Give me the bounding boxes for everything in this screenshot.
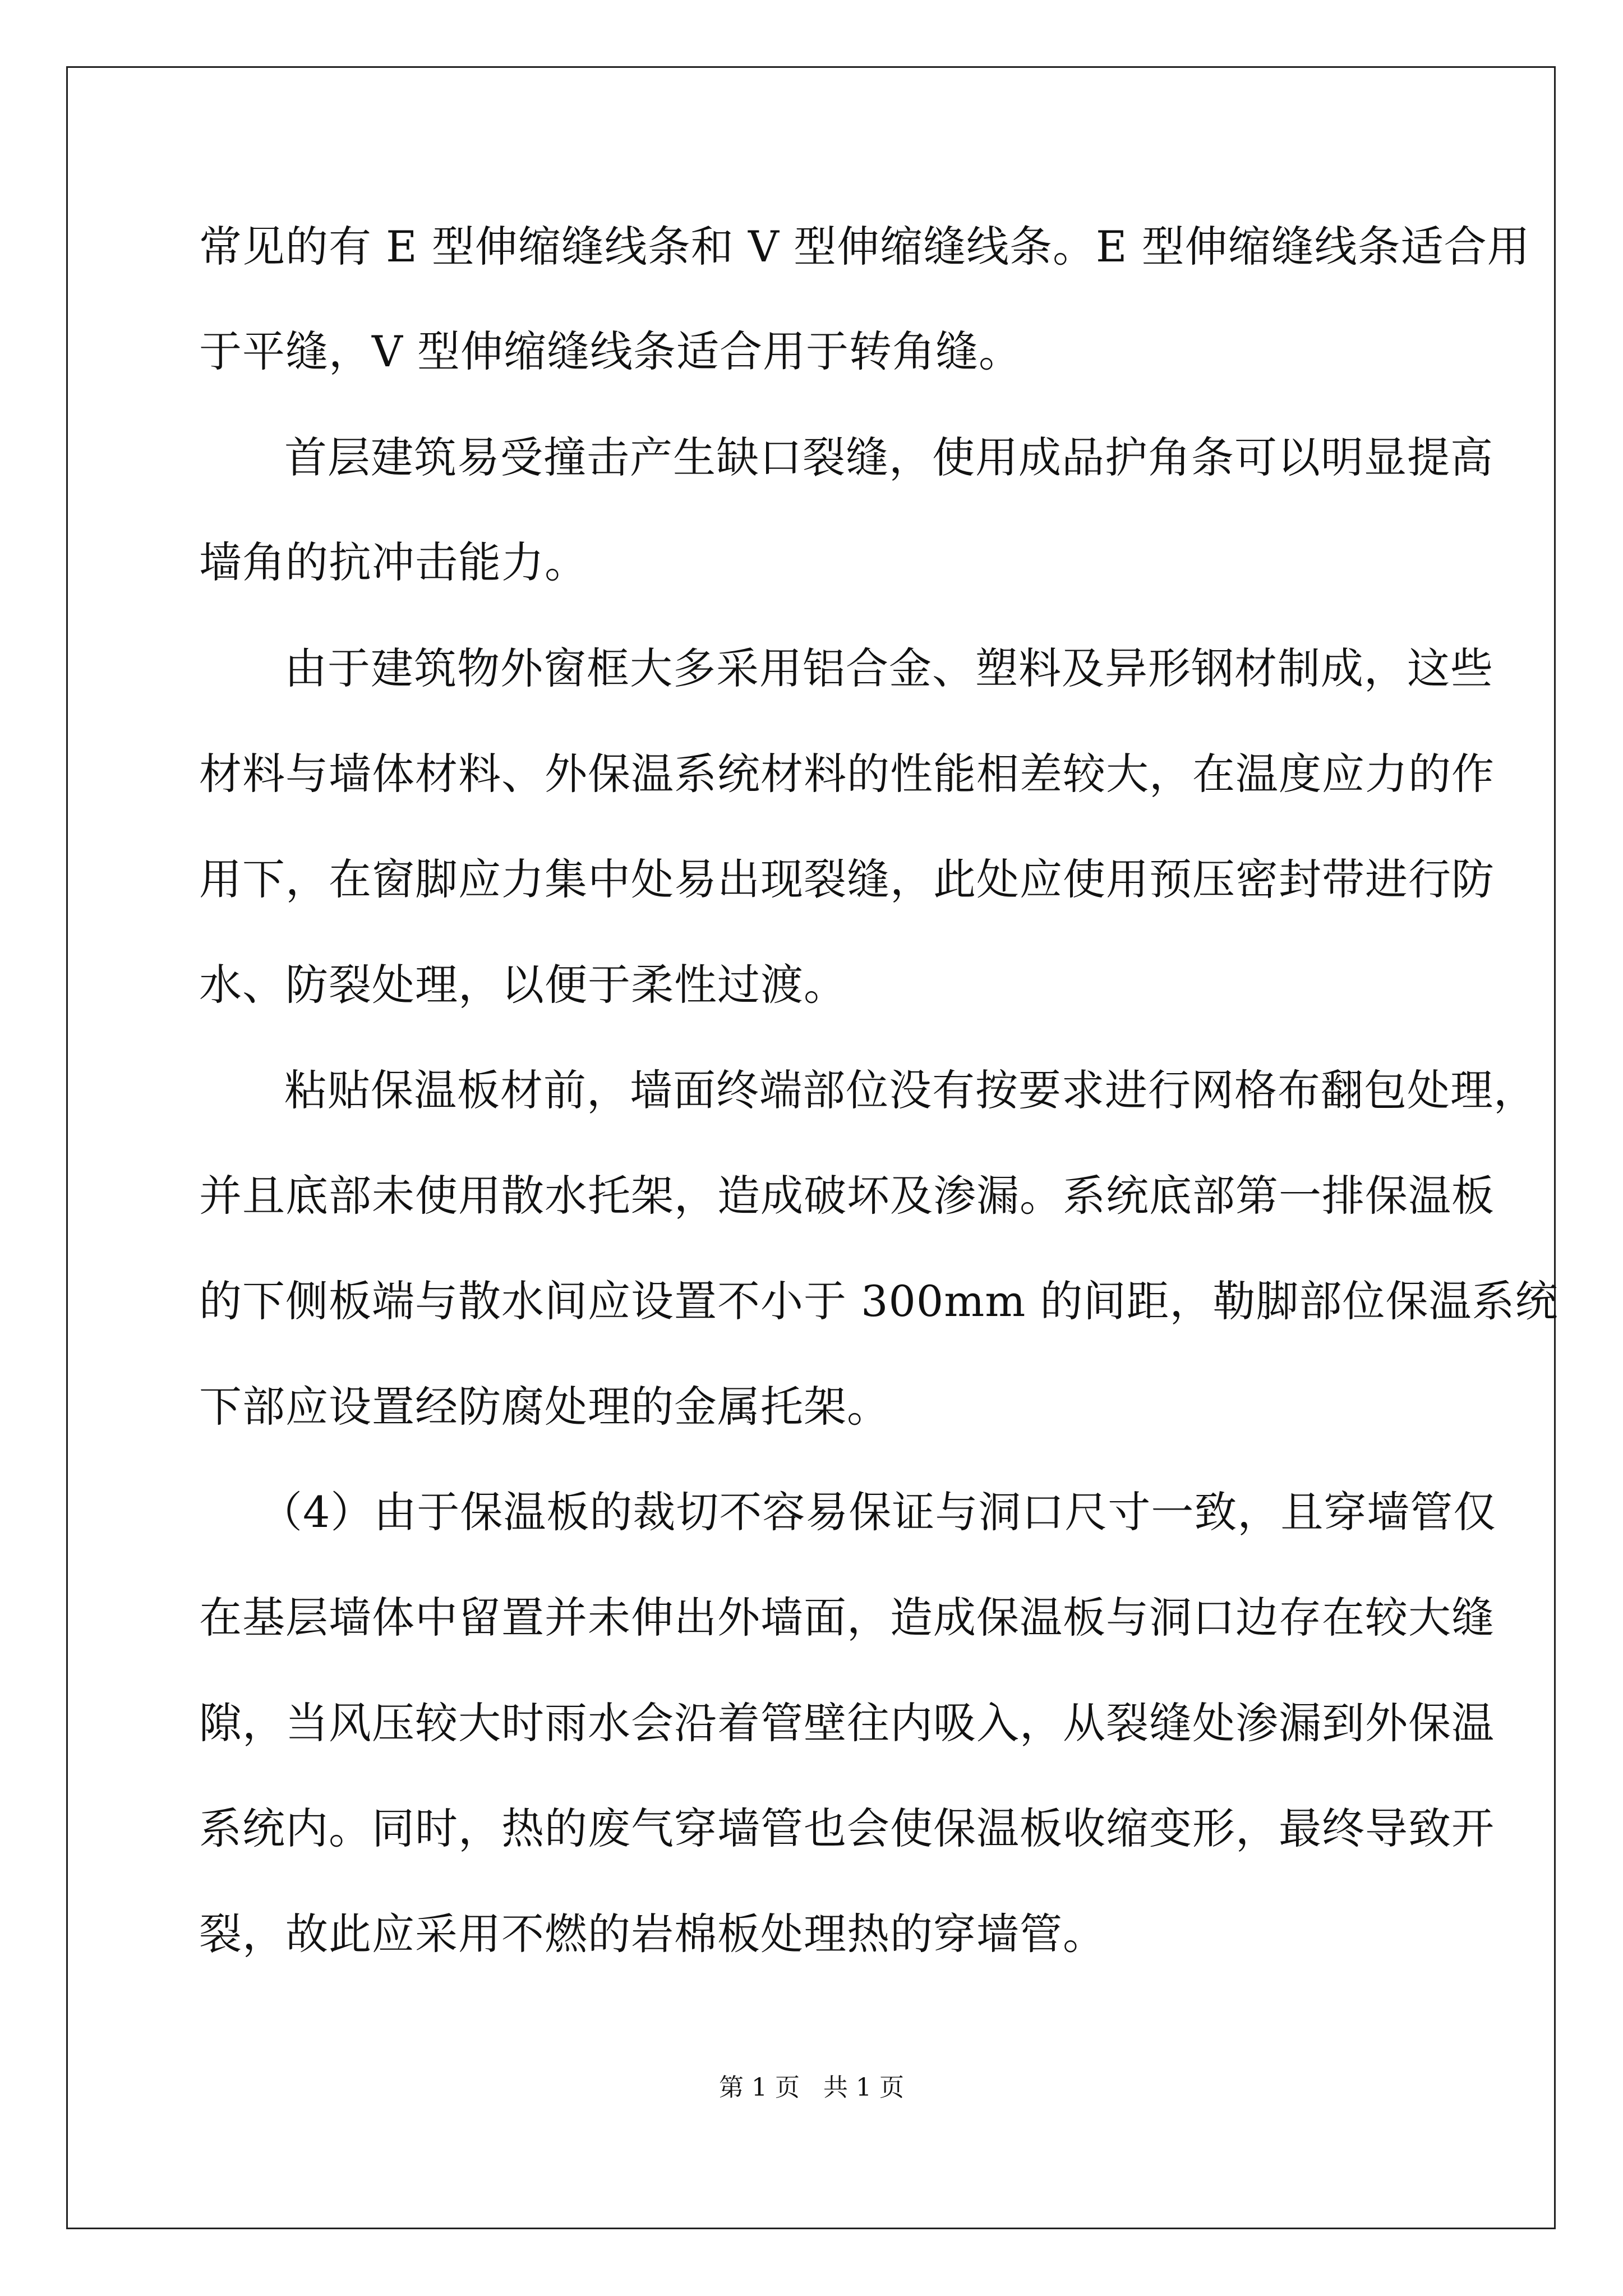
page-frame: [66, 66, 1559, 2229]
text-line: 墙角的抗冲击能力。: [199, 537, 588, 587]
paragraph-first-line: 粘贴保温板材前，墙面终端部位没有按要求进行网格布翻包处理，: [284, 1065, 1537, 1115]
text-line: 的下侧板端与散水间应设置不小于 300mm 的间距，勒脚部位保温系统: [199, 1276, 1559, 1326]
text-line: 在基层墙体中留置并未伸出外墙面，造成保温板与洞口边存在较大缝: [199, 1593, 1495, 1642]
text-line: 系统内。同时，热的废气穿墙管也会使保温板收缩变形，最终导致开: [199, 1803, 1495, 1853]
paragraph-first-line: （4）由于保温板的裁切不容易保证与洞口尺寸一致，且穿墙管仅: [260, 1487, 1497, 1537]
paragraph-first-line: 由于建筑物外窗框大多采用铝合金、塑料及异形钢材制成，这些: [284, 643, 1493, 693]
text-line: 材料与墙体材料、外保温系统材料的性能相差较大，在温度应力的作: [199, 749, 1495, 799]
text-line: 裂，故此应采用不燃的岩棉板处理热的穿墙管。: [199, 1909, 1106, 1959]
text-line: 下部应设置经防腐处理的金属托架。: [199, 1382, 890, 1432]
text-line: 水、防裂处理，以便于柔性过渡。: [199, 960, 847, 1010]
text-line: 常见的有 E 型伸缩缝线条和 V 型伸缩缝线条。E 型伸缩缝线条适合用: [199, 222, 1530, 272]
text-line: 用下，在窗脚应力集中处易出现裂缝，此处应使用预压密封带进行防: [199, 854, 1495, 904]
page-number-footer: 第 1 页 共 1 页: [719, 2073, 904, 2102]
text-line: 隙，当风压较大时雨水会沿着管壁往内吸入，从裂缝处渗漏到外保温: [199, 1698, 1495, 1748]
text-line: 并且底部未使用散水托架，造成破坏及渗漏。系统底部第一排保温板: [199, 1171, 1495, 1221]
paragraph-first-line: 首层建筑易受撞击产生缺口裂缝，使用成品护角条可以明显提高: [284, 432, 1493, 482]
text-line: 于平缝，V 型伸缩缝线条适合用于转角缝。: [199, 326, 1022, 376]
